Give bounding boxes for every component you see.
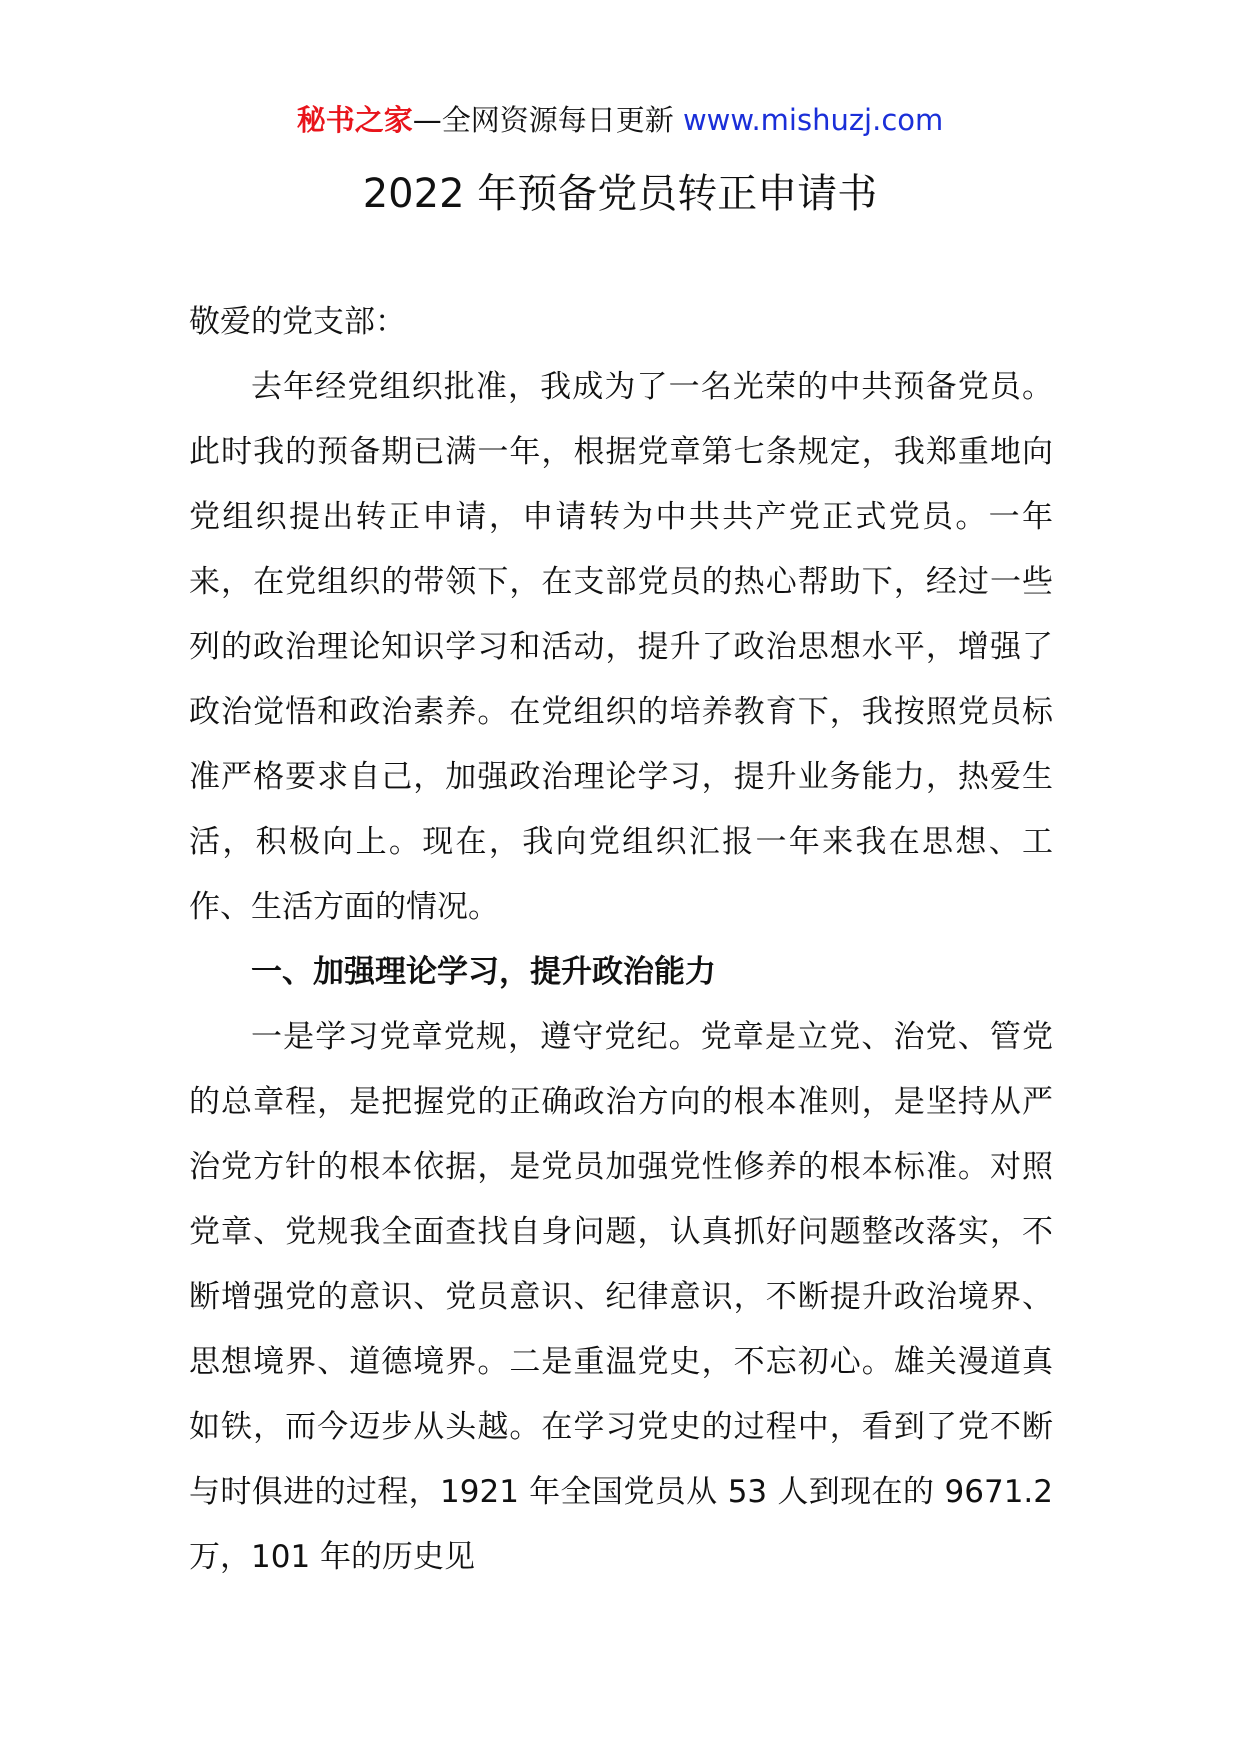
document-title: 2022 年预备党员转正申请书 bbox=[362, 171, 878, 217]
site-header bbox=[0, 100, 1240, 140]
body-paragraph-section-1: 一是学习党章党规，遵守党纪。党章是立党、治党、管党的总章程，是把握党的正确政治方向的根本准则，是坚持从严治党方针的根本依据，是党员加强党性修养的根本标准。对照党章、党规我全面查找自身问题，认真抓好问题整改落实，不断增强党的意识、党员意识、纪律意识，不断提升政治境界、思想境界、道德境界。二是重温党史，不忘初心。雄关漫道真如铁，而今迈步从头越。在学习党史的过程中，看到了党不断与时俱进的过程，1921 年全国党员从 53 人到现在的 9671.2 万，101 年的历史见 bbox=[189, 1019, 1053, 1575]
site-url-link[interactable]: www.mishuzj.com bbox=[682, 103, 944, 137]
section-heading-1: 一、加强理论学习，提升政治能力 bbox=[251, 954, 716, 990]
document-body bbox=[189, 290, 1053, 1590]
brand-name: 秘书之家 bbox=[296, 103, 413, 137]
header-slogan: —全网资源每日更新 bbox=[412, 103, 683, 137]
body-paragraph-intro: 去年经党组织批准，我成为了一名光荣的中共预备党员。此时我的预备期已满一年，根据党章第七条规定，我郑重地向党组织提出转正申请，申请转为中共共产党正式党员。一年来，在党组织的带领下，在支部党员的热心帮助下，经过一些列的政治理论知识学习和活动，提升了政治思想水平，增强了政治觉悟和政治素养。在党组织的培养教育下，我按照党员标准严格要求自己，加强政治理论学习，提升业务能力，热爱生活，积极向上。现在，我向党组织汇报一年来我在思想、工作、生活方面的情况。 bbox=[189, 369, 1053, 925]
salutation: 敬爱的党支部： bbox=[189, 304, 406, 340]
